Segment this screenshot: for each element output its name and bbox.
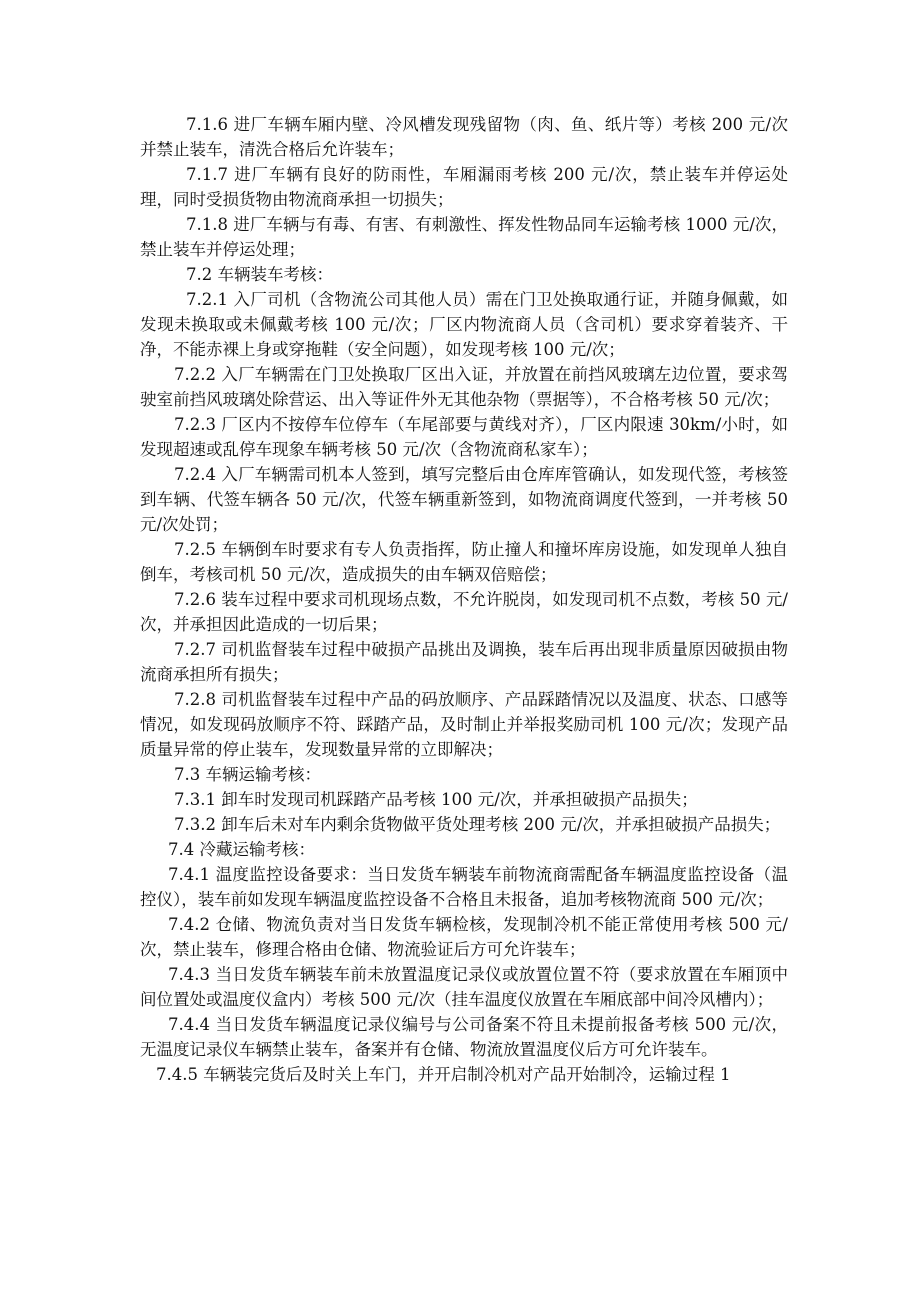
paragraph-7-2-1: 7.2.1 入厂司机（含物流公司其他人员）需在门卫处换取通行证，并随身佩戴，如发现未换取或未佩戴考核 100 元/次；厂区内物流商人员（含司机）要求穿着装齐、干净，不能赤裸上身或穿拖鞋（安全问题），如发现考核 100 元/次； bbox=[140, 290, 788, 359]
section-heading-7-4: 7.4 冷藏运输考核： bbox=[168, 840, 315, 859]
section-heading-7-3: 7.3 车辆运输考核： bbox=[174, 765, 321, 784]
paragraph-7-2-6: 7.2.6 装车过程中要求司机现场点数，不允许脱岗，如发现司机不点数，考核 50 元/次，并承担因此造成的一切后果； bbox=[140, 590, 788, 634]
paragraph-7-2-2: 7.2.2 入厂车辆需在门卫处换取厂区出入证，并放置在前挡风玻璃左边位置，要求驾驶室前挡风玻璃处除营运、出入等证件外无其他杂物（票据等），不合格考核 50 元/次； bbox=[140, 365, 788, 409]
paragraph-7-3-2: 7.3.2 卸车后未对车内剩余货物做平货处理考核 200 元/次，并承担破损产品损失； bbox=[174, 815, 781, 834]
section-heading-7-2: 7.2 车辆装车考核： bbox=[186, 265, 333, 284]
paragraph-7-1-7: 7.1.7 进厂车辆有良好的防雨性，车厢漏雨考核 200 元/次，禁止装车并停运处理，同时受损货物由物流商承担一切损失； bbox=[140, 165, 788, 209]
paragraph-7-1-6: 7.1.6 进厂车辆车厢内壁、冷风槽发现残留物（肉、鱼、纸片等）考核 200 元/次并禁止装车，清洗合格后允许装车； bbox=[140, 115, 788, 159]
paragraph-7-2-4: 7.2.4 入厂车辆需司机本人签到，填写完整后由仓库库管确认，如发现代签，考核签到车辆、代签车辆各 50 元/次，代签车辆重新签到，如物流商调度代签到，一并考核 50 元/次处罚； bbox=[140, 465, 788, 534]
paragraph-7-4-1: 7.4.1 温度监控设备要求：当日发货车辆装车前物流商需配备车辆温度监控设备（温控仪），装车前如发现车辆温度监控设备不合格且未报备，追加考核物流商 500 元/次； bbox=[140, 865, 788, 909]
paragraph-7-2-7: 7.2.7 司机监督装车过程中破损产品挑出及调换，装车后再出现非质量原因破损由物流商承担所有损失； bbox=[140, 640, 788, 684]
paragraph-7-2-8: 7.2.8 司机监督装车过程中产品的码放顺序、产品踩踏情况以及温度、状态、口感等情况，如发现码放顺序不符、踩踏产品，及时制止并举报奖励司机 100 元/次；发现产品质量异常的停止装车，发现数量异常的立即解决； bbox=[140, 690, 788, 759]
paragraph-7-2-3: 7.2.3 厂区内不按停车位停车（车尾部要与黄线对齐），厂区内限速 30km/小时，如发现超速或乱停车现象车辆考核 50 元/次（含物流商私家车）； bbox=[140, 415, 788, 459]
paragraph-7-1-8: 7.1.8 进厂车辆与有毒、有害、有刺激性、挥发性物品同车运输考核 1000 元/次，禁止装车并停运处理； bbox=[140, 215, 788, 259]
paragraph-7-4-2: 7.4.2 仓储、物流负责对当日发货车辆检核，发现制冷机不能正常使用考核 500 元/次，禁止装车，修理合格由仓储、物流验证后方可允许装车； bbox=[140, 915, 788, 959]
document-body bbox=[140, 112, 788, 1087]
paragraph-7-4-5: 7.4.5 车辆装完货后及时关上车门，并开启制冷机对产品开始制冷，运输过程 1 bbox=[156, 1065, 731, 1084]
paragraph-7-4-4: 7.4.4 当日发货车辆温度记录仪编号与公司备案不符且未提前报备考核 500 元/次，无温度记录仪车辆禁止装车，备案并有仓储、物流放置温度仪后方可允许装车。 bbox=[140, 1015, 788, 1059]
paragraph-7-3-1: 7.3.1 卸车时发现司机踩踏产品考核 100 元/次，并承担破损产品损失； bbox=[174, 790, 698, 809]
paragraph-7-4-3: 7.4.3 当日发货车辆装车前未放置温度记录仪或放置位置不符（要求放置在车厢顶中间位置处或温度仪盒内）考核 500 元/次（挂车温度仪放置在车厢底部中间冷风槽内）； bbox=[140, 965, 788, 1009]
paragraph-7-2-5: 7.2.5 车辆倒车时要求有专人负责指挥，防止撞人和撞坏库房设施，如发现单人独自倒车，考核司机 50 元/次，造成损失的由车辆双倍赔偿； bbox=[140, 540, 788, 584]
